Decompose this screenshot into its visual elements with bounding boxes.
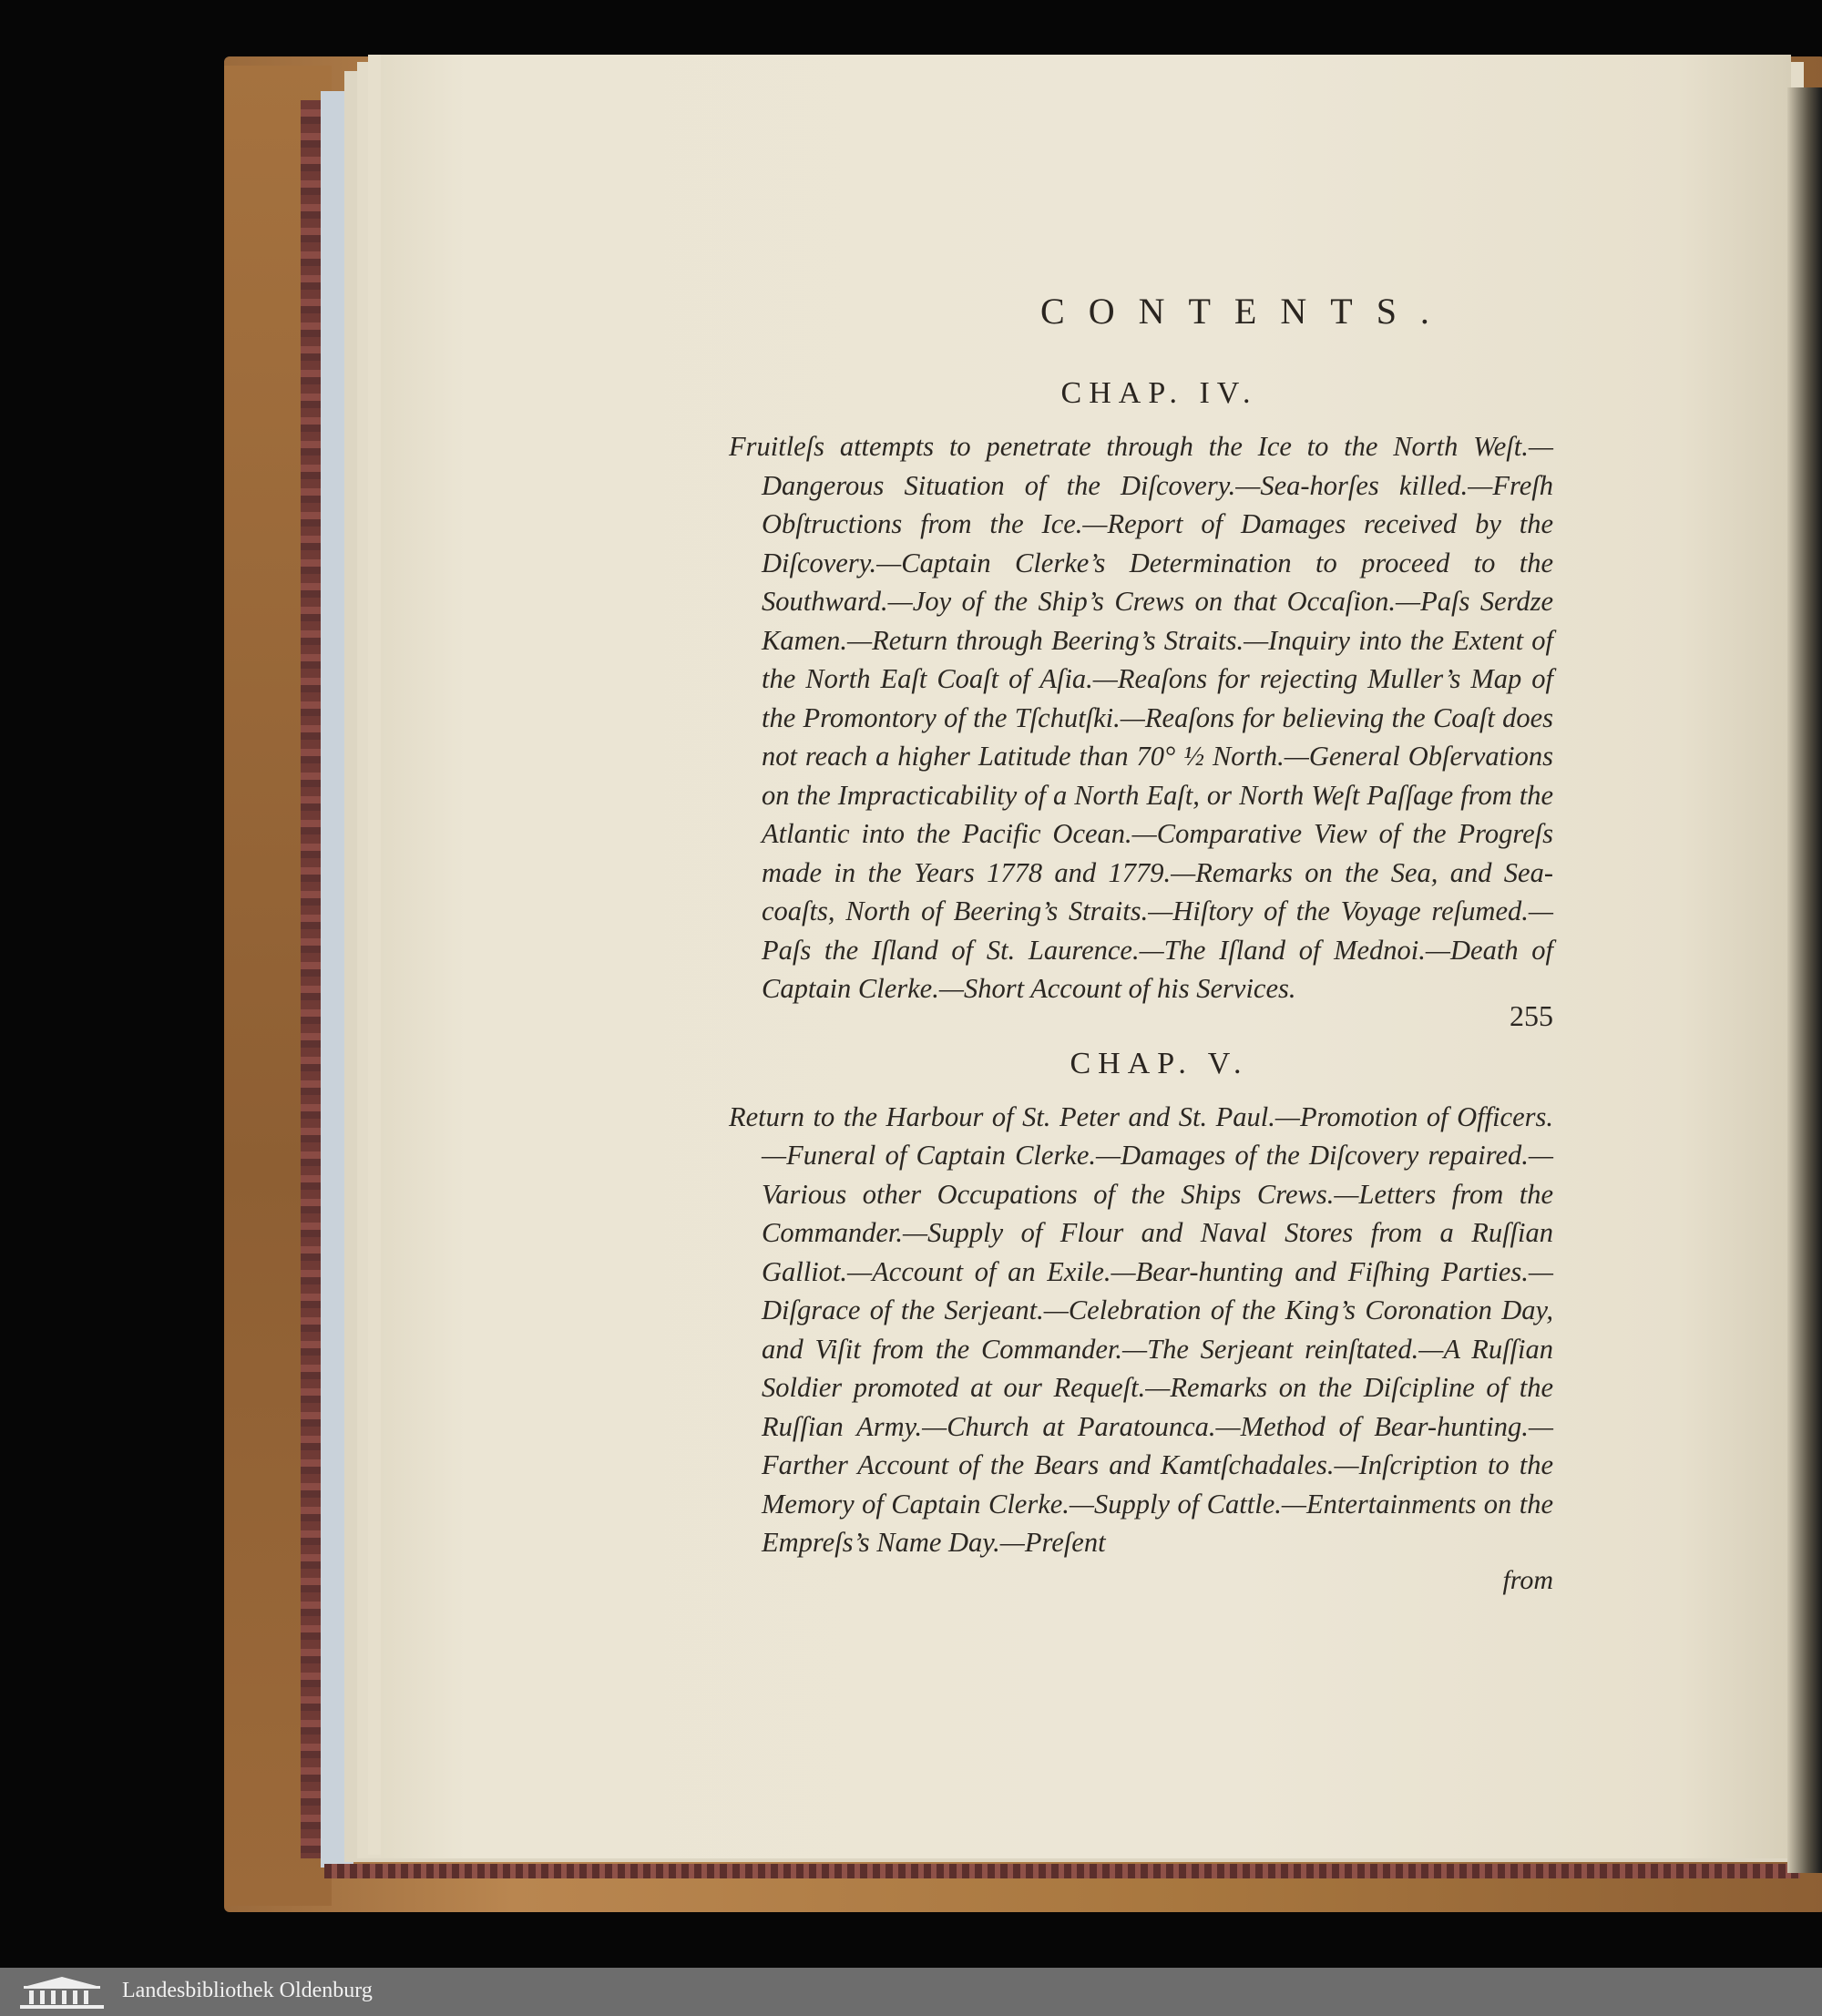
chapter-summary: Return to the Harbour of St. Peter and St. Paul.—Promotion of Officers.—Funeral of Captain Clerke.—Damages of the Diſcovery repaired.—Various other Occupations of the Ships Crews.—Letters from the Commander.—Supply of Flour and Naval Stores from a Ruſſian Galliot.—Account of an Exile.—Bear-hunting and Fiſhing Parties.—Diſgrace of the Serjeant.—Celebration of the King’s Coronation Day, and Viſit from the Commander.—The Serjeant reinſtated.—A Ruſſian Soldier promoted at our Requeſt.—Remarks on the Diſcipline of the Ruſſian Army.—Church at Paratounca.—Method of Bear-hunting.—Farther Account of the Bears and Kamtſchadales.—Inſcription to the Memory of Captain Clerke.—Supply of Cattle.—Entertainments on the Empreſs’s Name Day.—Preſent [729, 1100, 1553, 1558]
library-building-icon [15, 1975, 109, 2010]
catchword: from [1502, 1564, 1553, 1595]
chapter-summary: Fruitleſs attempts to penetrate through the Ice to the North Weſt.—Dangerous Situation of the Diſcovery.—Sea-horſes killed.—Freſh Obſtructions from the Ice.—Report of Damages received by the Diſcovery.—Captain Clerke’s Determination to proceed to the Southward.—Joy of the Ship’s Crews on that Occaſion.—Paſs Serdze Kamen.—Return through Beering’s Straits.—Inquiry into the Extent of the North Eaſt Coaſt of Aſia.—Reaſons for rejecting Muller’s Map of the Promontory of the Tſchutſki.—Reaſons for believing the Coaſt does not reach a higher Latitude than 70° ½ North.—General Obſervations on the Impracticability of a North Eaſt, or North Weſt Paſſage from the Atlantic into the Pacific Ocean.—Comparative View of the Progreſs made in the Years 1778 and 1779.—Remarks on the Sea, and Sea-coaſts, North of Beering’s Straits.—Hiſtory of the Voyage reſumed.—Paſs the Iſland of St. Laurence.—The Iſland of Mednoi.—Death of Captain Clerke.—Short Account of his Services. [729, 431, 1553, 1004]
footer-label: Landesbibliothek Oldenburg [122, 1979, 373, 2002]
footer-bar [0, 1968, 1822, 2016]
page-gutter-shadow [1787, 87, 1822, 1873]
contents-text [729, 290, 1553, 1599]
marbled-bottom-edge [324, 1864, 1800, 1878]
page-title: CONTENTS. [1040, 291, 1453, 332]
chapter-title: CHAP. IV. [1060, 376, 1258, 410]
chapter-title: CHAP. V. [1070, 1046, 1249, 1080]
page-reference: 255 [1510, 998, 1553, 1032]
